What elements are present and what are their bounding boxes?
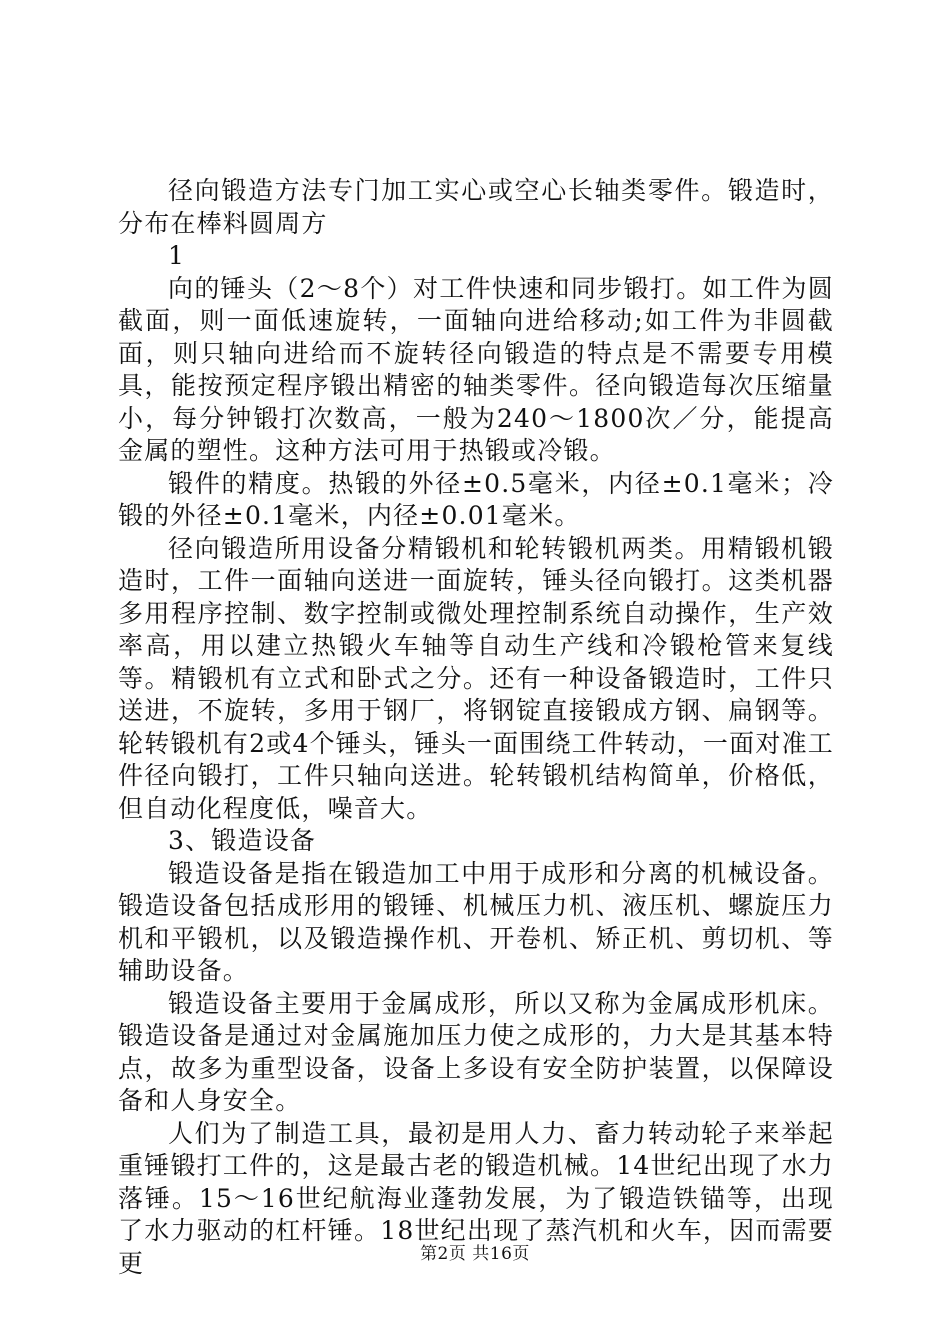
- paragraph-equipment-purpose: 锻造设备主要用于金属成形，所以又称为金属成形机床。锻造设备是通过对金属施加压力使之成形的，力大是其基本特点，故多为重型设备，设备上多设有安全防护装置，以保障设备和人身安全。: [118, 988, 834, 1115]
- paragraph-forging-precision: 锻件的精度。热锻的外径±0.5毫米，内径±0.1毫米；冷锻的外径±0.1毫米，内径±0.01毫米。: [118, 468, 834, 530]
- paragraph-radial-forging-equipment: 径向锻造所用设备分精锻机和轮转锻机两类。用精锻机锻造时，工件一面轴向送进一面旋转，锤头径向锻打。这类机器多用程序控制、数字控制或微处理控制系统自动操作，生产效率高，用以建立热锻火车轴等自动生产线和冷锻枪管来复线等。精锻机有立式和卧式之分。还有一种设备锻造时，工件只送进，不旋转，多用于钢厂，将钢锭直接锻成方钢、扁钢等。轮转锻机有2或4个锤头，锤头一面围绕工件转动，一面对准工件径向锻打，工件只轴向送进。轮转锻机结构简单，价格低，但自动化程度低，噪音大。: [118, 533, 834, 823]
- paragraph-hammer-process: 向的锤头（2～8个）对工件快速和同步锻打。如工件为圆截面，则一面低速旋转，一面轴向进给移动;如工件为非圆截面，则只轴向进给而不旋转径向锻造的特点是不需要专用模具，能按预定程序锻出精密的轴类零件。径向锻造每次压缩量小，每分钟锻打次数高，一般为240～1800次／分，能提高金属的塑性。这种方法可用于热锻或冷锻。: [118, 273, 834, 465]
- section-heading-forging-equipment: 3、锻造设备: [168, 826, 317, 855]
- document-body: [118, 175, 834, 1280]
- paragraph-equipment-history: 人们为了制造工具，最初是用人力、畜力转动轮子来举起重锤锻打工件的，这是最古老的锻造机械。14世纪出现了水力落锤。15～16世纪航海业蓬勃发展，为了锻造铁锚等，出现了水力驱动的杠杆锤。18世纪出现了蒸汽机和火车，因而需要更: [118, 1118, 834, 1278]
- paragraph-radial-forging-intro: 径向锻造方法专门加工实心或空心长轴类零件。锻造时，分布在棒料圆周方: [118, 176, 834, 238]
- page-footer: 第2页 共16页: [420, 1244, 530, 1264]
- paragraph-equipment-definition: 锻造设备是指在锻造加工中用于成形和分离的机械设备。锻造设备包括成形用的锻锤、机械压力机、液压机、螺旋压力机和平锻机，以及锻造操作机、开卷机、矫正机、剪切机、等辅助设备。: [118, 858, 834, 985]
- paragraph-number-marker: 1: [168, 241, 186, 270]
